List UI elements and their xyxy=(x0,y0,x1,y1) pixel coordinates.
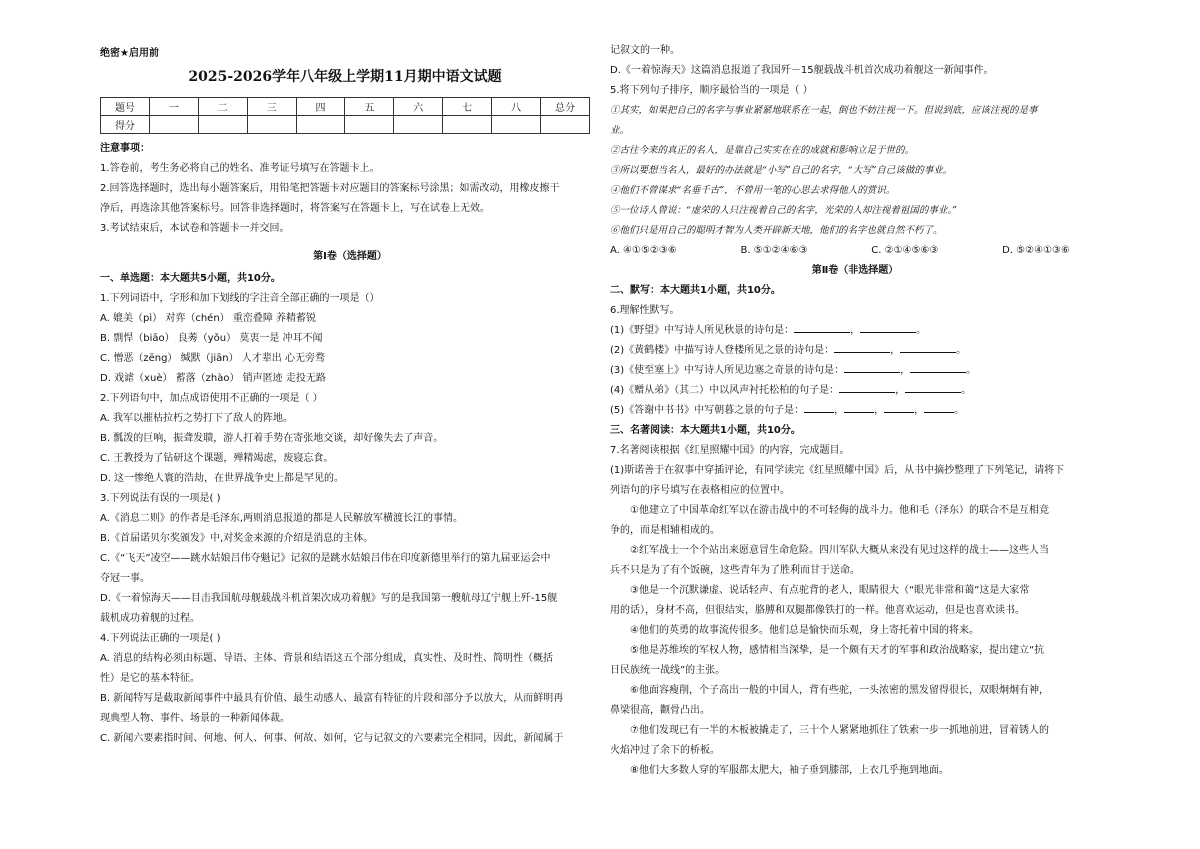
fill-item: (5)《答谢中书书》中写朝暮之景的句子是： ， ， ， 。 xyxy=(610,401,1100,421)
notice-item: 2.回答选择题时，选出每小题答案后，用铅笔把答题卡对应题目的答案标号涂黑；如需改动，用橡皮擦干 xyxy=(100,183,560,194)
note-item: ①他建立了中国革命红军以在游击战中的不可轻侮的战斗力。他和毛（泽东）的联合不是互相竞 xyxy=(630,505,1049,516)
note-item: ⑤他是苏维埃的军权人物，感情相当深挚，是一个颇有天才的军事和政治战略家，提出建立“抗 xyxy=(630,645,1045,656)
question-stem: 3.下列说法有误的一项是( ) xyxy=(100,493,221,504)
answer-blank[interactable] xyxy=(844,401,874,413)
score-table-header-row xyxy=(101,98,590,116)
section-heading: 二、默写：本大题共1小题，共10分。 xyxy=(610,285,781,296)
score-input-cell[interactable] xyxy=(443,116,492,134)
note-item-cont: 日民族统一战线”的主张。 xyxy=(610,665,726,676)
score-cell: 七 xyxy=(443,98,492,116)
fill-prompt: (1)《野望》中写诗人所见秋景的诗句是： xyxy=(610,325,795,336)
note-item-cont: 鼻梁很高，颧骨凸出。 xyxy=(610,705,710,716)
question-stem: 6.理解性默写。 xyxy=(610,305,680,316)
option-a[interactable]: A. ④①⑤②③⑥ xyxy=(610,245,677,256)
note-item-cont: 用的话），身材不高，但很结实，胳膊和双腿都像铁打的一样。他喜欢运动，但是也喜欢读书。 xyxy=(610,605,1025,616)
score-input-cell[interactable] xyxy=(492,116,541,134)
option-d-cont: 载机成功着舰的过程。 xyxy=(100,613,200,624)
section-heading: 三、名著阅读：本大题共1小题，共10分。 xyxy=(610,425,801,436)
option-b[interactable]: B.《首届诺贝尔奖颁发》中,对奖金来源的介绍是消息的主体。 xyxy=(100,533,374,544)
option-c[interactable]: C. 憎恶（zēng） 缄默（jiān） 人才辈出 心无旁骛 xyxy=(100,353,325,364)
sentence-item: ③所以要想当名人，最好的办法就是“小写”自己的名字，“大写”自己该做的事业。 xyxy=(610,165,953,176)
score-table-score-row xyxy=(101,116,590,134)
right-column xyxy=(610,41,1100,781)
option-a[interactable]: A. 消息的结构必须由标题、导语、主体、背景和结语这五个部分组成，真实性、及时性、简明性（概括 xyxy=(100,653,554,664)
score-cell: 总分 xyxy=(541,98,590,116)
score-input-cell[interactable] xyxy=(394,116,443,134)
note-item-cont: 火焰冲过了余下的桥板。 xyxy=(610,745,720,756)
notice-item: 净后，再选涂其他答案标号。回答非选择题时，将答案写在答题卡上，写在试卷上无效。 xyxy=(100,203,490,214)
score-cell: 四 xyxy=(296,98,345,116)
option-b[interactable]: B. ⑤①②④⑥③ xyxy=(740,245,808,256)
fill-item: (3)《使至塞上》中写诗人所见边塞之奇景的诗句是： ， 。 xyxy=(610,361,1100,381)
answer-blank[interactable] xyxy=(794,321,850,333)
option-d[interactable]: D. ⑤②④①③⑥ xyxy=(1002,245,1070,256)
score-input-cell[interactable] xyxy=(541,116,590,134)
fill-item: (1)《野望》中写诗人所见秋景的诗句是： ， 。 xyxy=(610,321,1100,341)
exam-title: 2025-2026学年八年级上学期11月期中语文试题 xyxy=(188,69,502,85)
option-d[interactable]: D.《一着惊海天》这篇消息报道了我国歼－15舰载战斗机首次成功着舰这一新闻事件。 xyxy=(610,65,994,76)
part1-heading: 第Ⅰ卷（选择题） xyxy=(313,251,387,262)
score-cell: 一 xyxy=(149,98,198,116)
option-b-cont: 现典型人物、事件、场景的一种新闻体裁。 xyxy=(100,713,290,724)
sentence-item: ④他们不曾谋求“名垂千古”，不曾用一笔的心思去求得他人的赏识。 xyxy=(610,185,896,196)
question-stem: 4.下列说法正确的一项是( ) xyxy=(100,633,221,644)
section-heading: 一、单选题：本大题共5小题，共10分。 xyxy=(100,273,281,284)
answer-blank[interactable] xyxy=(860,321,916,333)
answer-blank[interactable] xyxy=(905,381,961,393)
fill-prompt: (2)《黄鹤楼》中描写诗人登楼所见之景的诗句是： xyxy=(610,345,835,356)
option-c[interactable]: C. 王教授为了钻研这个课题，殚精竭虑，废寝忘食。 xyxy=(100,453,334,464)
fill-prompt: (4)《赠从弟》（其二）中以风声衬托松柏的句子是： xyxy=(610,385,840,396)
note-item-cont: 兵不只是为了有个饭碗，这些青年为了胜利而甘于送命。 xyxy=(610,565,860,576)
option-d[interactable]: D. 戏谑（xuè） 蓄落（zhào） 销声匿迹 走投无路 xyxy=(100,373,326,384)
note-item: ⑦他们发现已有一半的木板被撬走了，三十个人紧紧地抓住了铁索一步一抓地前进，冒着锈人的 xyxy=(630,725,1049,736)
note-item: ②红军战士一个个站出来愿意冒生命危险。四川军队大概从来没有见过这样的战士——这些人当 xyxy=(630,545,1049,556)
option-a[interactable]: A. 我军以摧枯拉朽之势打下了敌人的阵地。 xyxy=(100,413,294,424)
note-item: ③他是一个沉默谦虚、说话轻声、有点驼背的老人，眼睛很大（“眼光非常和蔼”这是大家常 xyxy=(630,585,1030,596)
answer-blank[interactable] xyxy=(900,341,956,353)
notice-item: 1.答卷前，考生务必将自己的姓名、准考证号填写在答题卡上。 xyxy=(100,163,380,174)
confidential-label: 绝密★启用前 xyxy=(100,48,159,59)
score-cell: 六 xyxy=(394,98,443,116)
option-a-cont: 性）是它的基本特征。 xyxy=(100,673,200,684)
sentence-item: ②古往今来的真正的名人，是靠自己实实在在的成就和影响立足于世的。 xyxy=(610,145,915,156)
question-intro: (1)斯诺善于在叙事中穿插评论，有同学读完《红星照耀中国》后，从书中摘抄整理了下列笔记，请将下 xyxy=(610,465,1065,476)
score-table xyxy=(100,97,590,134)
option-c[interactable]: C. ②①④⑤⑥③ xyxy=(871,245,939,256)
notice-heading: 注意事项： xyxy=(100,143,150,154)
q5-options xyxy=(610,241,1100,261)
note-item: ⑥他面容瘦削，个子高出一般的中国人，背有些驼，一头浓密的黑发留得很长，双眼炯炯有神， xyxy=(630,685,1049,696)
score-label-cell: 得分 xyxy=(101,116,150,134)
part2-heading: 第Ⅱ卷（非选择题） xyxy=(811,265,899,276)
question-stem: 5.将下列句子排序，顺序最恰当的一项是（ ） xyxy=(610,85,813,96)
fill-item: (2)《黄鹤楼》中描写诗人登楼所见之景的诗句是： ， 。 xyxy=(610,341,1100,361)
sentence-item: ①其实，如果把自己的名字与事业紧紧地联系在一起，倒也不妨注视一下。但说到底，应该注视的是事 xyxy=(610,105,1038,116)
notice-item: 3.考试结束后，本试卷和答题卡一并交回。 xyxy=(100,223,290,234)
option-c-cont: 夺冠一事。 xyxy=(100,573,150,584)
answer-blank[interactable] xyxy=(924,401,954,413)
option-a[interactable]: A.《消息二则》的作者是毛泽东,两则消息报道的都是人民解放军横渡长江的事情。 xyxy=(100,513,464,524)
fill-prompt: (3)《使至塞上》中写诗人所见边塞之奇景的诗句是： xyxy=(610,365,845,376)
score-cell: 题号 xyxy=(101,98,150,116)
option-c[interactable]: C.《“飞天”凌空——跳水姑娘吕伟夺魁记》记叙的是跳水姑娘吕伟在印度新德里举行的第九届亚运会中 xyxy=(100,553,551,564)
option-c[interactable]: C. 新闻六要素指时间、何地、何人、何事、何故、如何，它与记叙文的六要素完全相同，因此，新闻属于 xyxy=(100,733,564,744)
answer-blank[interactable] xyxy=(884,401,914,413)
answer-blank[interactable] xyxy=(910,361,966,373)
answer-blank[interactable] xyxy=(804,401,834,413)
score-input-cell[interactable] xyxy=(296,116,345,134)
sentence-item-cont: 业。 xyxy=(610,125,630,136)
score-input-cell[interactable] xyxy=(247,116,296,134)
option-b[interactable]: B. 瓢泼的巨响，振聋发聩，游人打着手势在寄张地交谈，却好像失去了声音。 xyxy=(100,433,444,444)
question-stem: 1.下列词语中，字形和加下划线的字注音全部正确的一项是（） xyxy=(100,293,380,304)
option-b[interactable]: B. 剽悍（biāo） 良莠（yǒu） 莫衷一是 冲耳不闻 xyxy=(100,333,323,344)
score-cell: 五 xyxy=(345,98,394,116)
score-input-cell[interactable] xyxy=(149,116,198,134)
option-d[interactable]: D. 这一惨绝人寰的浩劫，在世界战争史上都是罕见的。 xyxy=(100,473,345,484)
sentence-item: ⑤一位诗人曾说：“虚荣的人只注视着自己的名字，光荣的人却注视着祖国的事业。” xyxy=(610,205,957,216)
question-stem: 2.下列语句中，加点成语使用不正确的一项是（ ） xyxy=(100,393,323,404)
option-d[interactable]: D.《一着惊海天——目击我国航母舰载战斗机首架次成功着舰》写的是我国第一艘航母辽宁舰上歼-15舰 xyxy=(100,593,558,604)
note-item-cont: 争的，而是相辅相成的。 xyxy=(610,525,720,536)
note-item: ⑧他们大多数人穿的军服都太肥大，袖子垂到膝部，上衣几乎拖到地面。 xyxy=(630,765,949,776)
score-input-cell[interactable] xyxy=(198,116,247,134)
left-column xyxy=(100,139,600,749)
note-item: ④他们的英勇的故事流传很多。他们总是愉快而乐观，身上寄托着中国的将来。 xyxy=(630,625,979,636)
fill-prompt: (5)《答谢中书书》中写朝暮之景的句子是： xyxy=(610,405,805,416)
answer-blank[interactable] xyxy=(844,361,900,373)
question-intro: 列语句的序号填写在表格相应的位置中。 xyxy=(610,485,790,496)
score-input-cell[interactable] xyxy=(345,116,394,134)
fill-item: (4)《赠从弟》（其二）中以风声衬托松柏的句子是： ， 。 xyxy=(610,381,1100,401)
score-cell: 三 xyxy=(247,98,296,116)
option-a[interactable]: A. 媲美（pì） 对弈（chén） 重峦叠障 养精蓄锐 xyxy=(100,313,317,324)
answer-blank[interactable] xyxy=(839,381,895,393)
question-stem: 7.名著阅读根据《红星照耀中国》的内容，完成题目。 xyxy=(610,445,850,456)
answer-blank[interactable] xyxy=(834,341,890,353)
option-b[interactable]: B. 新闻特写是截取新闻事件中最具有价值、最生动感人、最富有特征的片段和部分予以放大，从而鲜明再 xyxy=(100,693,564,704)
sentence-item: ⑥他们只是用自己的聪明才智为人类开辟新天地，他们的名字也就自然不朽了。 xyxy=(610,225,943,236)
score-cell: 八 xyxy=(492,98,541,116)
score-cell: 二 xyxy=(198,98,247,116)
option-c-cont: 记叙文的一种。 xyxy=(610,45,680,56)
